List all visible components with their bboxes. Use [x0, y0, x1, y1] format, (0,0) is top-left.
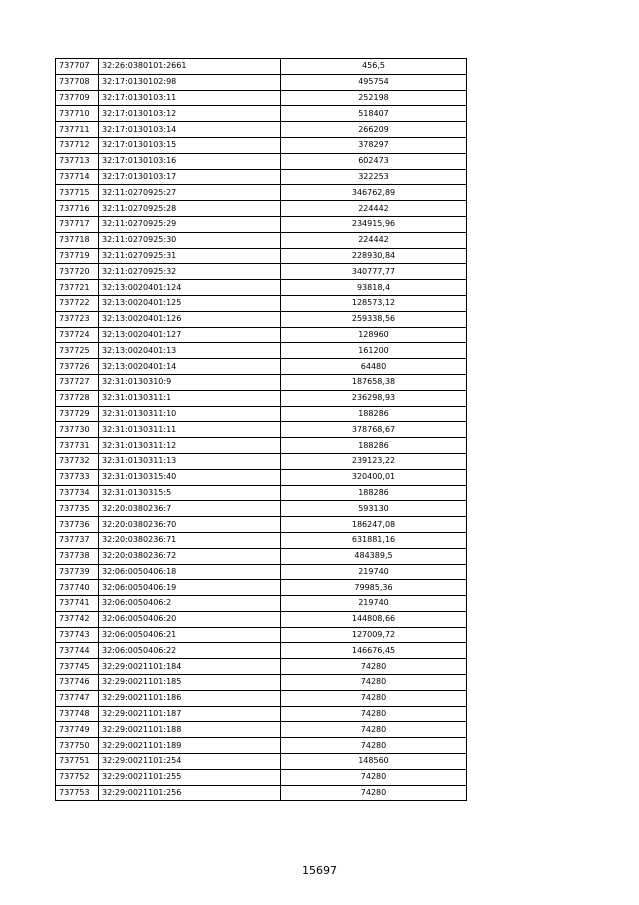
table-row: [56, 406, 467, 422]
cadastral-number-cell: 32:31:0130311:1: [99, 390, 281, 406]
cadastral-number-cell: 32:29:0021101:187: [99, 706, 281, 722]
cadastral-number-cell: 32:13:0020401:13: [99, 343, 281, 359]
cadastral-number-cell: 32:29:0021101:256: [99, 785, 281, 801]
row-id-cell: 737744: [56, 643, 99, 659]
cadastral-number-cell: 32:17:0130103:11: [99, 90, 281, 106]
row-id-cell: 737723: [56, 311, 99, 327]
table-row: [56, 627, 467, 643]
page-number: 15697: [302, 864, 337, 877]
cadastral-number-cell: 32:11:0270925:29: [99, 216, 281, 232]
table-row: [56, 280, 467, 296]
cadastral-number-cell: 32:06:0050406:22: [99, 643, 281, 659]
table-row: [56, 359, 467, 375]
cadastral-number-cell: 32:31:0130311:12: [99, 438, 281, 454]
cadastral-number-cell: 32:11:0270925:32: [99, 264, 281, 280]
cadastral-number-cell: 32:17:0130103:14: [99, 122, 281, 138]
value-cell: 346762,89: [281, 185, 467, 201]
cadastral-number-cell: 32:20:0380236:70: [99, 517, 281, 533]
cadastral-number-cell: 32:29:0021101:188: [99, 722, 281, 738]
cadastral-number-cell: 32:13:0020401:126: [99, 311, 281, 327]
row-id-cell: 737707: [56, 59, 99, 75]
cadastral-number-cell: 32:31:0130311:11: [99, 422, 281, 438]
row-id-cell: 737735: [56, 501, 99, 517]
row-id-cell: 737753: [56, 785, 99, 801]
row-id-cell: 737718: [56, 232, 99, 248]
row-id-cell: 737727: [56, 374, 99, 390]
row-id-cell: 737733: [56, 469, 99, 485]
table-row: [56, 690, 467, 706]
value-cell: 219740: [281, 564, 467, 580]
table-body: [56, 59, 467, 801]
value-cell: 495754: [281, 74, 467, 90]
value-cell: 378768,67: [281, 422, 467, 438]
value-cell: 148560: [281, 754, 467, 770]
value-cell: 128960: [281, 327, 467, 343]
table-row: [56, 501, 467, 517]
cadastral-number-cell: 32:06:0050406:2: [99, 596, 281, 612]
value-cell: 631881,16: [281, 532, 467, 548]
table-row: [56, 248, 467, 264]
table-row: [56, 659, 467, 675]
table-row: [56, 754, 467, 770]
cadastral-number-cell: 32:29:0021101:184: [99, 659, 281, 675]
value-cell: 259338,56: [281, 311, 467, 327]
data-table: [55, 58, 467, 801]
value-cell: 74280: [281, 722, 467, 738]
table-row: [56, 374, 467, 390]
value-cell: 219740: [281, 596, 467, 612]
value-cell: 146676,45: [281, 643, 467, 659]
value-cell: 188286: [281, 438, 467, 454]
cadastral-number-cell: 32:13:0020401:127: [99, 327, 281, 343]
value-cell: 74280: [281, 659, 467, 675]
value-cell: 188286: [281, 485, 467, 501]
table-row: [56, 216, 467, 232]
value-cell: 161200: [281, 343, 467, 359]
value-cell: 228930,84: [281, 248, 467, 264]
cadastral-number-cell: 32:20:0380236:71: [99, 532, 281, 548]
cadastral-number-cell: 32:17:0130103:12: [99, 106, 281, 122]
row-id-cell: 737738: [56, 548, 99, 564]
row-id-cell: 737752: [56, 769, 99, 785]
row-id-cell: 737739: [56, 564, 99, 580]
value-cell: 234915,96: [281, 216, 467, 232]
cadastral-number-cell: 32:20:0380236:7: [99, 501, 281, 517]
row-id-cell: 737717: [56, 216, 99, 232]
cadastral-number-cell: 32:13:0020401:125: [99, 295, 281, 311]
value-cell: 74280: [281, 690, 467, 706]
table-row: [56, 185, 467, 201]
table-row: [56, 295, 467, 311]
table-row: [56, 675, 467, 691]
table-row: [56, 453, 467, 469]
table-row: [56, 106, 467, 122]
cadastral-number-cell: 32:20:0380236:72: [99, 548, 281, 564]
cadastral-number-cell: 32:31:0130310:9: [99, 374, 281, 390]
table-row: [56, 153, 467, 169]
cadastral-number-cell: 32:11:0270925:27: [99, 185, 281, 201]
row-id-cell: 737751: [56, 754, 99, 770]
row-id-cell: 737712: [56, 137, 99, 153]
row-id-cell: 737747: [56, 690, 99, 706]
row-id-cell: 737711: [56, 122, 99, 138]
row-id-cell: 737728: [56, 390, 99, 406]
row-id-cell: 737741: [56, 596, 99, 612]
row-id-cell: 737731: [56, 438, 99, 454]
table-row: [56, 390, 467, 406]
row-id-cell: 737722: [56, 295, 99, 311]
cadastral-number-cell: 32:31:0130311:13: [99, 453, 281, 469]
cadastral-number-cell: 32:11:0270925:28: [99, 201, 281, 217]
cadastral-number-cell: 32:11:0270925:30: [99, 232, 281, 248]
row-id-cell: 737743: [56, 627, 99, 643]
table-row: [56, 201, 467, 217]
table-row: [56, 327, 467, 343]
table-row: [56, 564, 467, 580]
value-cell: 74280: [281, 706, 467, 722]
row-id-cell: 737734: [56, 485, 99, 501]
value-cell: 74280: [281, 769, 467, 785]
row-id-cell: 737713: [56, 153, 99, 169]
cadastral-number-cell: 32:31:0130315:5: [99, 485, 281, 501]
table-row: [56, 485, 467, 501]
cadastral-number-cell: 32:29:0021101:185: [99, 675, 281, 691]
row-id-cell: 737737: [56, 532, 99, 548]
table-row: [56, 343, 467, 359]
value-cell: 239123,22: [281, 453, 467, 469]
row-id-cell: 737745: [56, 659, 99, 675]
cadastral-number-cell: 32:06:0050406:19: [99, 580, 281, 596]
value-cell: 320400,01: [281, 469, 467, 485]
table-row: [56, 74, 467, 90]
row-id-cell: 737708: [56, 74, 99, 90]
value-cell: 74280: [281, 785, 467, 801]
row-id-cell: 737721: [56, 280, 99, 296]
table-row: [56, 738, 467, 754]
cadastral-number-cell: 32:26:0380101:2661: [99, 59, 281, 75]
row-id-cell: 737742: [56, 611, 99, 627]
cadastral-number-cell: 32:29:0021101:254: [99, 754, 281, 770]
cadastral-number-cell: 32:29:0021101:186: [99, 690, 281, 706]
cadastral-number-cell: 32:17:0130103:17: [99, 169, 281, 185]
row-id-cell: 737746: [56, 675, 99, 691]
table-row: [56, 596, 467, 612]
cadastral-number-cell: 32:17:0130102:98: [99, 74, 281, 90]
value-cell: 186247,08: [281, 517, 467, 533]
value-cell: 128573,12: [281, 295, 467, 311]
row-id-cell: 737729: [56, 406, 99, 422]
cadastral-number-cell: 32:06:0050406:20: [99, 611, 281, 627]
cadastral-number-cell: 32:29:0021101:255: [99, 769, 281, 785]
row-id-cell: 737740: [56, 580, 99, 596]
row-id-cell: 737730: [56, 422, 99, 438]
value-cell: 340777,77: [281, 264, 467, 280]
row-id-cell: 737748: [56, 706, 99, 722]
table-row: [56, 785, 467, 801]
cadastral-number-cell: 32:06:0050406:18: [99, 564, 281, 580]
table-row: [56, 769, 467, 785]
row-id-cell: 737709: [56, 90, 99, 106]
row-id-cell: 737715: [56, 185, 99, 201]
row-id-cell: 737719: [56, 248, 99, 264]
table-row: [56, 169, 467, 185]
row-id-cell: 737736: [56, 517, 99, 533]
table-row: [56, 438, 467, 454]
value-cell: 602473: [281, 153, 467, 169]
value-cell: 593130: [281, 501, 467, 517]
row-id-cell: 737749: [56, 722, 99, 738]
table-row: [56, 517, 467, 533]
table-row: [56, 422, 467, 438]
cadastral-number-cell: 32:11:0270925:31: [99, 248, 281, 264]
table-row: [56, 137, 467, 153]
row-id-cell: 737714: [56, 169, 99, 185]
table-row: [56, 611, 467, 627]
table-row: [56, 90, 467, 106]
value-cell: 266209: [281, 122, 467, 138]
value-cell: 144808,66: [281, 611, 467, 627]
value-cell: 518407: [281, 106, 467, 122]
row-id-cell: 737725: [56, 343, 99, 359]
value-cell: 456,5: [281, 59, 467, 75]
value-cell: 484389,5: [281, 548, 467, 564]
value-cell: 64480: [281, 359, 467, 375]
cadastral-number-cell: 32:31:0130315:40: [99, 469, 281, 485]
cadastral-number-cell: 32:29:0021101:189: [99, 738, 281, 754]
cadastral-number-cell: 32:31:0130311:10: [99, 406, 281, 422]
table-row: [56, 264, 467, 280]
value-cell: 378297: [281, 137, 467, 153]
cadastral-number-cell: 32:06:0050406:21: [99, 627, 281, 643]
value-cell: 127009,72: [281, 627, 467, 643]
table-row: [56, 122, 467, 138]
value-cell: 74280: [281, 675, 467, 691]
row-id-cell: 737716: [56, 201, 99, 217]
table-row: [56, 722, 467, 738]
table-row: [56, 548, 467, 564]
row-id-cell: 737724: [56, 327, 99, 343]
cadastral-number-cell: 32:13:0020401:124: [99, 280, 281, 296]
table-row: [56, 311, 467, 327]
row-id-cell: 737732: [56, 453, 99, 469]
value-cell: 187658,38: [281, 374, 467, 390]
value-cell: 236298,93: [281, 390, 467, 406]
value-cell: 79985,36: [281, 580, 467, 596]
table-row: [56, 469, 467, 485]
value-cell: 188286: [281, 406, 467, 422]
cadastral-number-cell: 32:13:0020401:14: [99, 359, 281, 375]
row-id-cell: 737750: [56, 738, 99, 754]
row-id-cell: 737720: [56, 264, 99, 280]
value-cell: 224442: [281, 201, 467, 217]
table-row: [56, 706, 467, 722]
value-cell: 322253: [281, 169, 467, 185]
value-cell: 74280: [281, 738, 467, 754]
row-id-cell: 737726: [56, 359, 99, 375]
value-cell: 252198: [281, 90, 467, 106]
value-cell: 224442: [281, 232, 467, 248]
table-row: [56, 232, 467, 248]
cadastral-number-cell: 32:17:0130103:15: [99, 137, 281, 153]
table-row: [56, 532, 467, 548]
row-id-cell: 737710: [56, 106, 99, 122]
table-row: [56, 643, 467, 659]
cadastral-number-cell: 32:17:0130103:16: [99, 153, 281, 169]
table-row: [56, 580, 467, 596]
table-row: [56, 59, 467, 75]
value-cell: 93818,4: [281, 280, 467, 296]
